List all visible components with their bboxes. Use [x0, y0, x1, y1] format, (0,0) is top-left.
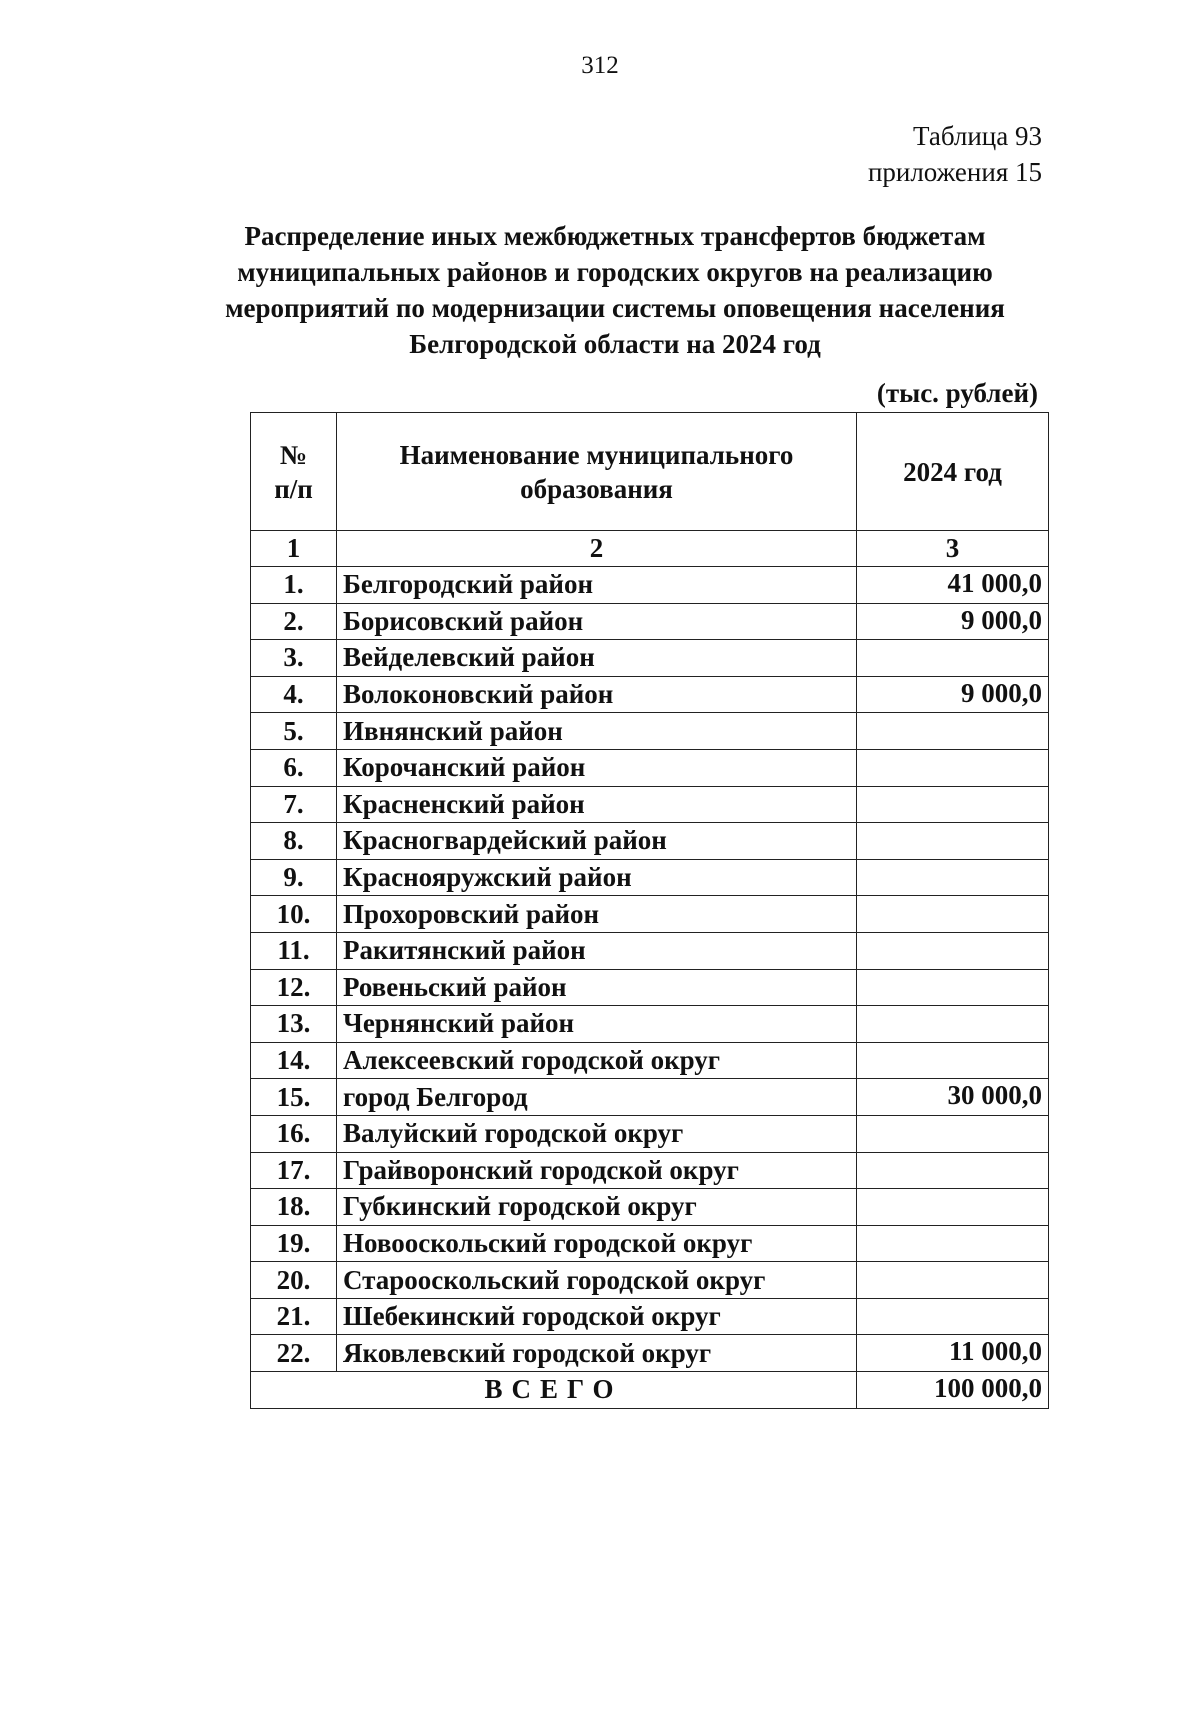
table-number: Таблица 93 — [913, 121, 1042, 151]
appendix-number: приложения 15 — [867, 157, 1042, 187]
header-number: № п/п — [251, 413, 337, 531]
row-amount — [857, 749, 1049, 786]
row-municipality-name: город Белгород — [337, 1079, 857, 1116]
transfers-table — [250, 412, 1049, 1409]
row-amount — [857, 823, 1049, 860]
column-number-row — [251, 531, 1049, 567]
table-row — [251, 713, 1049, 750]
row-amount: 30 000,0 — [857, 1079, 1049, 1116]
column-number: 3 — [857, 531, 1049, 567]
row-number: 18. — [251, 1189, 337, 1226]
row-amount — [857, 1006, 1049, 1043]
row-amount — [857, 640, 1049, 677]
row-amount — [857, 1262, 1049, 1299]
row-municipality-name: Новооскольский городской округ — [337, 1225, 857, 1262]
table-row — [251, 1115, 1049, 1152]
row-amount — [857, 786, 1049, 823]
row-number: 11. — [251, 932, 337, 969]
table-row — [251, 1189, 1049, 1226]
row-number: 10. — [251, 896, 337, 933]
title-line-1: Распределение иных межбюджетных трансфертов бюджетам — [244, 221, 986, 251]
row-number: 1. — [251, 567, 337, 604]
document-title — [170, 218, 1060, 362]
row-municipality-name: Волоконовский район — [337, 676, 857, 713]
row-municipality-name: Чернянский район — [337, 1006, 857, 1043]
row-amount — [857, 896, 1049, 933]
table-row — [251, 1079, 1049, 1116]
row-number: 4. — [251, 676, 337, 713]
table-row — [251, 749, 1049, 786]
row-amount — [857, 1298, 1049, 1335]
row-number: 19. — [251, 1225, 337, 1262]
row-amount — [857, 859, 1049, 896]
table-row — [251, 1225, 1049, 1262]
row-amount: 41 000,0 — [857, 567, 1049, 604]
row-number: 15. — [251, 1079, 337, 1116]
table-row — [251, 1042, 1049, 1079]
row-municipality-name: Прохоровский район — [337, 896, 857, 933]
table-row — [251, 1152, 1049, 1189]
row-amount — [857, 1042, 1049, 1079]
row-amount: 11 000,0 — [857, 1335, 1049, 1372]
row-municipality-name: Ракитянский район — [337, 932, 857, 969]
row-municipality-name: Корочанский район — [337, 749, 857, 786]
title-line-3: мероприятий по модернизации системы оповещения населения — [225, 293, 1005, 323]
row-amount — [857, 1189, 1049, 1226]
table-row — [251, 859, 1049, 896]
row-municipality-name: Губкинский городской округ — [337, 1189, 857, 1226]
header-year: 2024 год — [857, 413, 1049, 531]
row-amount — [857, 713, 1049, 750]
title-line-4: Белгородской области на 2024 год — [409, 329, 821, 359]
table-row — [251, 1006, 1049, 1043]
row-municipality-name: Краснояружский район — [337, 859, 857, 896]
row-number: 7. — [251, 786, 337, 823]
row-number: 8. — [251, 823, 337, 860]
row-number: 2. — [251, 603, 337, 640]
row-municipality-name: Вейделевский район — [337, 640, 857, 677]
table-row — [251, 1262, 1049, 1299]
table-row — [251, 676, 1049, 713]
total-row — [251, 1372, 1049, 1409]
row-number: 5. — [251, 713, 337, 750]
row-municipality-name: Шебекинский городской округ — [337, 1298, 857, 1335]
row-number: 9. — [251, 859, 337, 896]
row-amount — [857, 1152, 1049, 1189]
unit-label: (тыс. рублей) — [876, 378, 1038, 408]
title-line-2: муниципальных районов и городских округов на реализацию — [237, 257, 993, 287]
total-label: ВСЕГО — [251, 1372, 857, 1409]
appendix-reference — [868, 118, 1042, 190]
row-amount — [857, 1115, 1049, 1152]
row-municipality-name: Красненский район — [337, 786, 857, 823]
row-municipality-name: Старооскольский городской округ — [337, 1262, 857, 1299]
row-number: 21. — [251, 1298, 337, 1335]
table-row — [251, 786, 1049, 823]
table-row — [251, 567, 1049, 604]
row-number: 6. — [251, 749, 337, 786]
row-municipality-name: Красногвардейский район — [337, 823, 857, 860]
row-amount: 9 000,0 — [857, 676, 1049, 713]
header-name: Наименование муниципального образования — [337, 413, 857, 531]
table-row — [251, 1298, 1049, 1335]
row-number: 16. — [251, 1115, 337, 1152]
row-number: 13. — [251, 1006, 337, 1043]
row-number: 17. — [251, 1152, 337, 1189]
row-municipality-name: Алексеевский городской округ — [337, 1042, 857, 1079]
table-row — [251, 1335, 1049, 1372]
row-municipality-name: Валуйский городской округ — [337, 1115, 857, 1152]
column-number: 2 — [337, 531, 857, 567]
row-municipality-name: Борисовский район — [337, 603, 857, 640]
table-header-row — [251, 413, 1049, 531]
row-municipality-name: Яковлевский городской округ — [337, 1335, 857, 1372]
table-row — [251, 823, 1049, 860]
row-number: 3. — [251, 640, 337, 677]
column-number: 1 — [251, 531, 337, 567]
table-row — [251, 969, 1049, 1006]
table-row — [251, 603, 1049, 640]
total-value: 100 000,0 — [857, 1372, 1049, 1409]
row-amount — [857, 932, 1049, 969]
table-row — [251, 932, 1049, 969]
row-amount — [857, 969, 1049, 1006]
row-number: 22. — [251, 1335, 337, 1372]
row-number: 20. — [251, 1262, 337, 1299]
row-municipality-name: Белгородский район — [337, 567, 857, 604]
row-number: 12. — [251, 969, 337, 1006]
row-amount: 9 000,0 — [857, 603, 1049, 640]
page-number: 312 — [581, 52, 619, 79]
row-municipality-name: Ивнянский район — [337, 713, 857, 750]
row-municipality-name: Ровеньский район — [337, 969, 857, 1006]
table-row — [251, 640, 1049, 677]
table-row — [251, 896, 1049, 933]
row-number: 14. — [251, 1042, 337, 1079]
row-amount — [857, 1225, 1049, 1262]
row-municipality-name: Грайворонский городской округ — [337, 1152, 857, 1189]
